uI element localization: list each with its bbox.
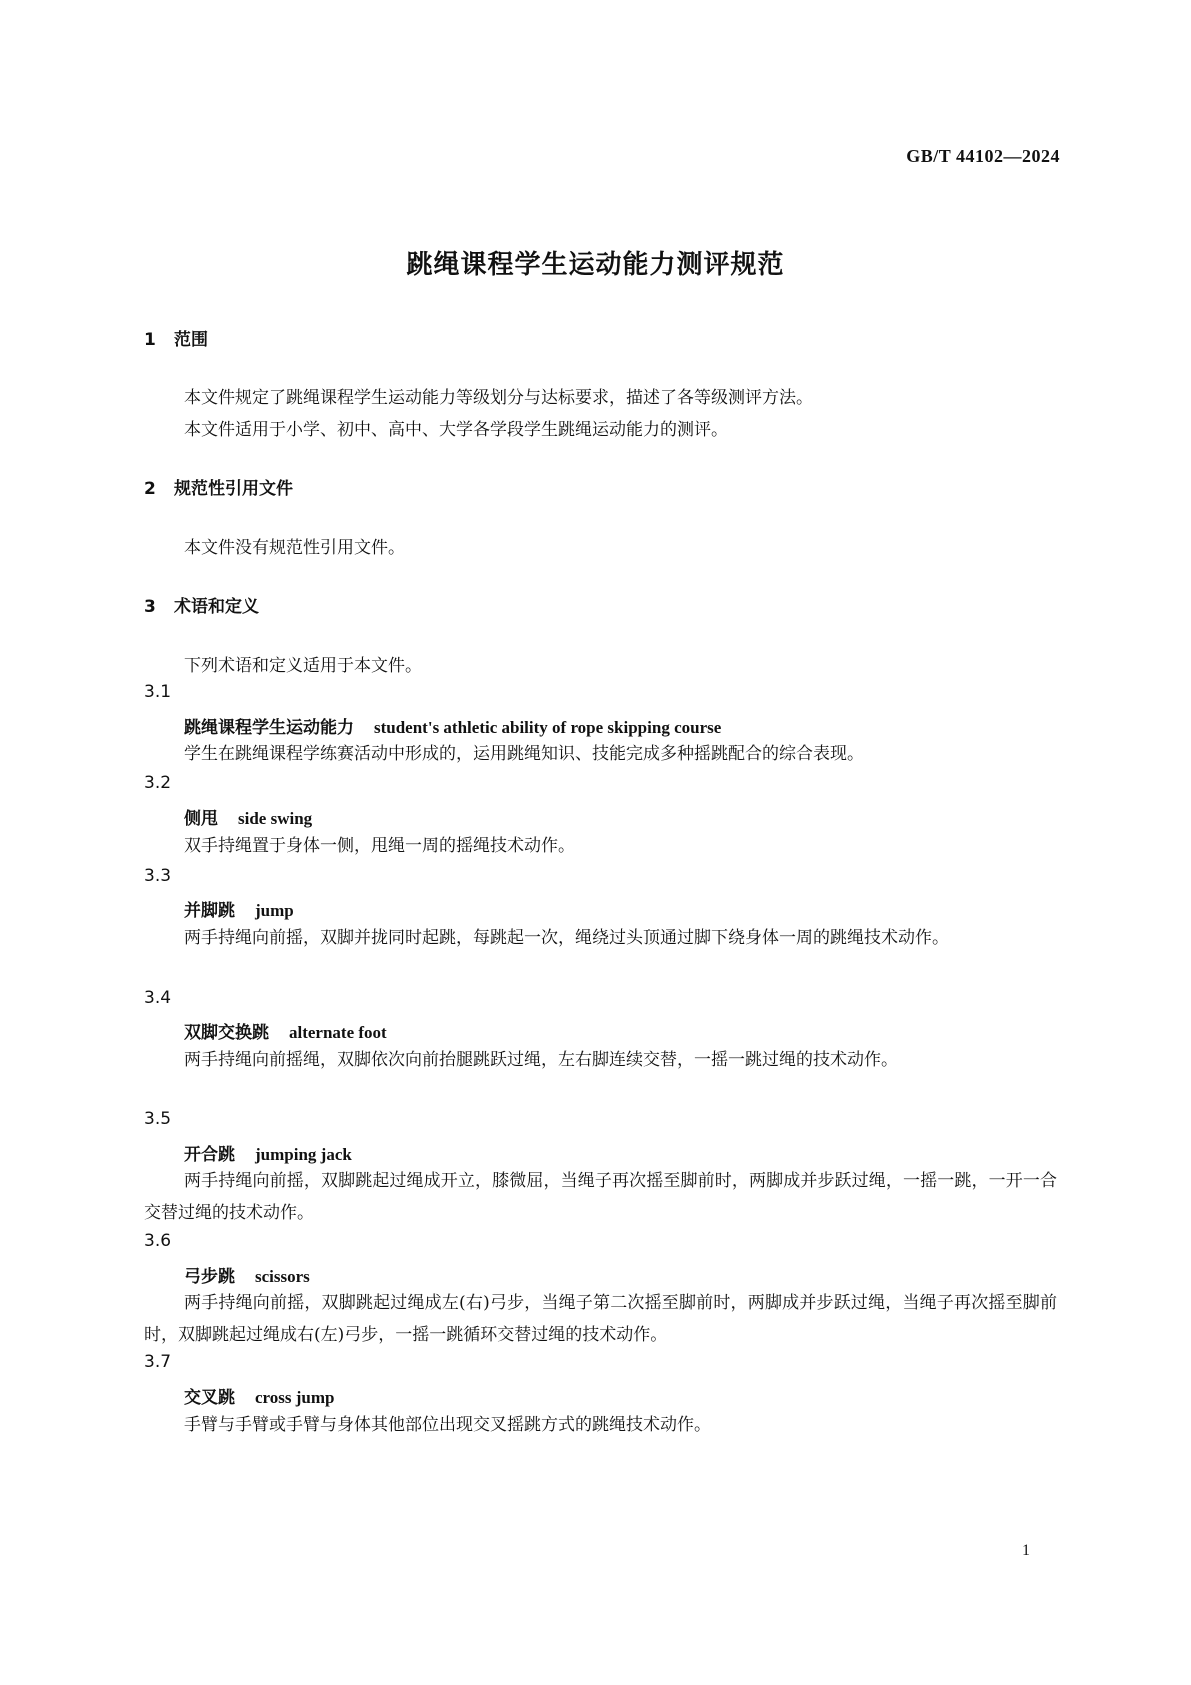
section-heading-terms (144, 592, 259, 617)
section-title: 范围 (174, 330, 208, 350)
term-name-zh: 交叉跳 (184, 1388, 235, 1408)
term-name-en: jumping jack (255, 1145, 352, 1164)
term-number: 3.2 (144, 773, 172, 793)
section-heading-scope (144, 325, 208, 350)
term-definition: 两手持绳向前摇，双脚并拢同时起跳，每跳起一次，绳绕过头顶通过脚下绕身体一周的跳绳技术动作。 (184, 928, 949, 948)
section-number: 3 (144, 597, 156, 617)
term-name (184, 1140, 352, 1165)
term-name-en: cross jump (255, 1388, 335, 1407)
term-number: 3.5 (144, 1109, 172, 1129)
section-title: 规范性引用文件 (174, 479, 293, 499)
term-name-en: side swing (238, 809, 313, 828)
term-name (184, 713, 721, 738)
term-number: 3.7 (144, 1352, 172, 1372)
paragraph: 本文件规定了跳绳课程学生运动能力等级划分与达标要求，描述了各等级测评方法。 (184, 388, 813, 408)
section-number: 2 (144, 479, 156, 499)
term-definition: 手臂与手臂或手臂与身体其他部位出现交叉摇跳方式的跳绳技术动作。 (184, 1415, 711, 1435)
term-number: 3.4 (144, 988, 172, 1008)
paragraph: 下列术语和定义适用于本文件。 (184, 656, 422, 676)
term-name-zh: 双脚交换跳 (184, 1023, 269, 1043)
term-definition: 两手持绳向前摇绳，双脚依次向前抬腿跳跃过绳，左右脚连续交替，一摇一跳过绳的技术动作。 (184, 1050, 898, 1070)
paragraph: 本文件适用于小学、初中、高中、大学各学段学生跳绳运动能力的测评。 (184, 420, 728, 440)
term-name-zh: 跳绳课程学生运动能力 (184, 718, 354, 738)
term-name-zh: 侧甩 (184, 809, 218, 829)
term-name (184, 1018, 387, 1043)
term-number: 3.3 (144, 866, 172, 886)
document-number: GB/T 44102—2024 (906, 146, 1060, 166)
term-name-zh: 弓步跳 (184, 1267, 235, 1287)
term-name (184, 896, 294, 921)
term-definition: 学生在跳绳课程学练赛活动中形成的，运用跳绳知识、技能完成多种摇跳配合的综合表现。 (184, 744, 864, 764)
term-name (184, 1262, 310, 1287)
page-number: 1 (1022, 1542, 1030, 1559)
paragraph: 本文件没有规范性引用文件。 (184, 538, 405, 558)
term-name (184, 804, 312, 829)
term-definition: 两手持绳向前摇，双脚跳起过绳成左(右)弓步，当绳子第二次摇至脚前时，两脚成并步跃过绳，当绳子再次摇至脚前时，双脚跳起过绳成右(左)弓步，一摇一跳循环交替过绳的技术动作。 (144, 1293, 1057, 1345)
term-name-en: alternate foot (289, 1023, 387, 1042)
term-name-en: scissors (255, 1267, 310, 1286)
term-name-zh: 开合跳 (184, 1145, 235, 1165)
term-number: 3.1 (144, 682, 172, 702)
section-number: 1 (144, 330, 156, 350)
term-number: 3.6 (144, 1231, 172, 1251)
section-title: 术语和定义 (174, 597, 259, 617)
document-title: 跳绳课程学生运动能力测评规范 (406, 250, 785, 280)
term-name-en: student's athletic ability of rope skipping course (374, 718, 722, 737)
term-definition: 两手持绳向前摇，双脚跳起过绳成开立，膝微屈，当绳子再次摇至脚前时，两脚成并步跃过绳，一摇一跳，一开一合交替过绳的技术动作。 (144, 1171, 1057, 1223)
term-name-zh: 并脚跳 (184, 901, 235, 921)
section-heading-normative-references (144, 474, 293, 499)
term-name-en: jump (255, 901, 294, 920)
term-definition: 双手持绳置于身体一侧，甩绳一周的摇绳技术动作。 (184, 836, 575, 856)
term-name (184, 1383, 335, 1408)
